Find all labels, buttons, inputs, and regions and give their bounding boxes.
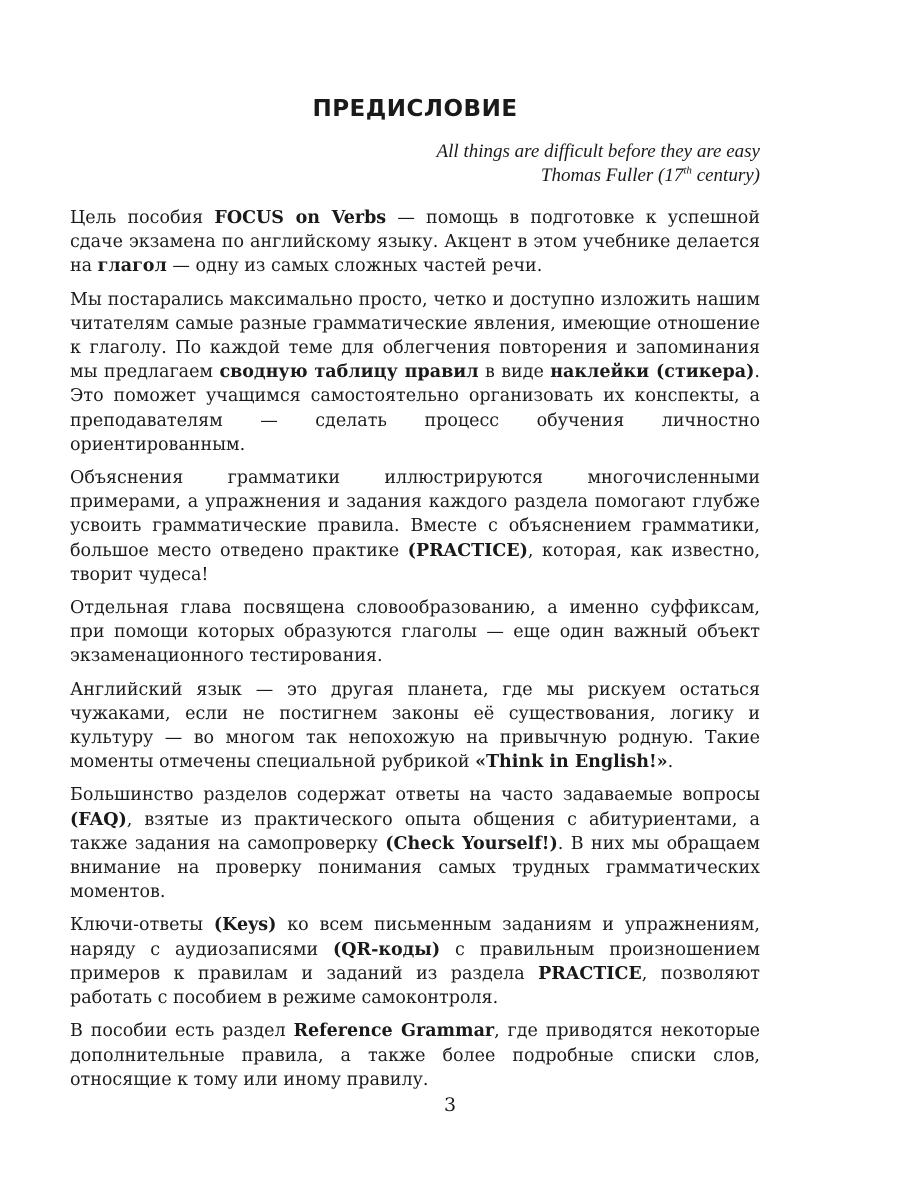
page-content (70, 96, 760, 1101)
paragraph (70, 466, 760, 587)
bold-term: FOCUS on Verbs (214, 208, 387, 228)
text-run: , где приводятся некоторые дополнительные правила, а также более подробные списки слов, относящие к тому или иному правилу. (70, 1021, 760, 1090)
paragraph (70, 206, 760, 279)
text-run: . (667, 752, 674, 773)
paragraph (70, 596, 760, 669)
bold-term: «Think in English!» (475, 752, 668, 773)
bold-term: наклейки (стикера) (550, 362, 755, 383)
bold-term: (Check Yourself!) (385, 833, 558, 854)
text-run: Объяснения грамматики иллюстрируются многочисленными примерами, а упражнения и задания каждого раздела помогают глубже усвоить грамматические правила. Вместе с объяснением грамматики, большое место отведено практике (70, 468, 760, 561)
text-run: . Это поможет учащимся самостоятельно организовать их конспекты, а преподавателям — сделать процесс обучения личностно ориентированным. (70, 362, 760, 455)
paragraph (70, 783, 760, 904)
page-title: ПРЕДИСЛОВИЕ (312, 96, 518, 122)
bold-term: сводную таблицу правил (219, 362, 479, 383)
epigraph-author-name: Thomas Fuller (17 (540, 165, 684, 186)
text-run: . В них мы обращаем внимание на проверку понимания самых трудных грамматических моментов. (70, 833, 760, 903)
bold-term: (Keys) (213, 915, 277, 936)
text-run: , которая, как известно, творит чудеса! (70, 540, 761, 585)
text-run: Ключи-ответы (70, 915, 214, 936)
bold-term: PRACTICE (538, 963, 642, 984)
page-number: 3 (443, 1094, 457, 1116)
epigraph-author-tail: century) (691, 165, 760, 186)
paragraph (70, 913, 760, 1010)
text-run: , взятые из практического опыта общения с абитуриентами, а также задания на самопроверку (70, 809, 760, 854)
text-run: Мы постарались максимально просто, четко и доступно изложить нашим читателям самые разные грамматические явления, имеющие отношение к глаголу. По каждой теме для облегчения повторения и запоминания мы предлагаем (70, 289, 760, 383)
text-run: в виде (478, 362, 551, 383)
epigraph (70, 140, 760, 188)
text-run: В пособии есть раздел (70, 1021, 294, 1042)
paragraph (70, 288, 760, 457)
paragraph (70, 678, 760, 775)
text-run: ко всем письменным заданиям и упражнениям, наряду с аудиозаписями (70, 915, 760, 960)
text-run: , позволяют работать с пособием в режиме самоконтроля. (70, 963, 760, 1009)
epigraph-author (70, 164, 760, 188)
epigraph-quote: All things are difficult before they are easy (436, 141, 760, 162)
body-text (70, 206, 760, 1092)
bold-term: (FAQ) (70, 809, 127, 830)
bold-term: (QR-коды) (333, 939, 441, 960)
text-run: с правильным произношением примеров к правилам и заданий из раздела (70, 939, 760, 984)
text-run: Отдельная глава посвящена словообразованию, а именно суффиксам, при помощи которых образуются глаголы — еще один важный объект экзаменационного тестирования. (70, 598, 760, 667)
epigraph-author-sup: th (683, 164, 692, 177)
text-run: Большинство разделов содержат ответы на часто задаваемые вопросы (70, 785, 760, 806)
text-run: — одну из самых сложных частей речи. (166, 256, 543, 277)
paragraph (70, 1019, 760, 1092)
bold-term: (PRACTICE) (407, 540, 528, 561)
text-run: — помощь в подготовке к успешной сдаче экзамена по английскому языку. Акцент в этом учебнике делается на (70, 208, 761, 277)
text-run: Английский язык — это другая планета, где мы рискуем остаться чужаками, если не постигнем законы её существования, логику и культуру — во многом так непохожую на привычную родную. Такие моменты отмечены специальной рубрикой (70, 679, 760, 773)
bold-term: глагол (97, 256, 167, 277)
text-run: Цель пособия (70, 208, 215, 228)
bold-term: Reference Grammar (293, 1021, 495, 1042)
